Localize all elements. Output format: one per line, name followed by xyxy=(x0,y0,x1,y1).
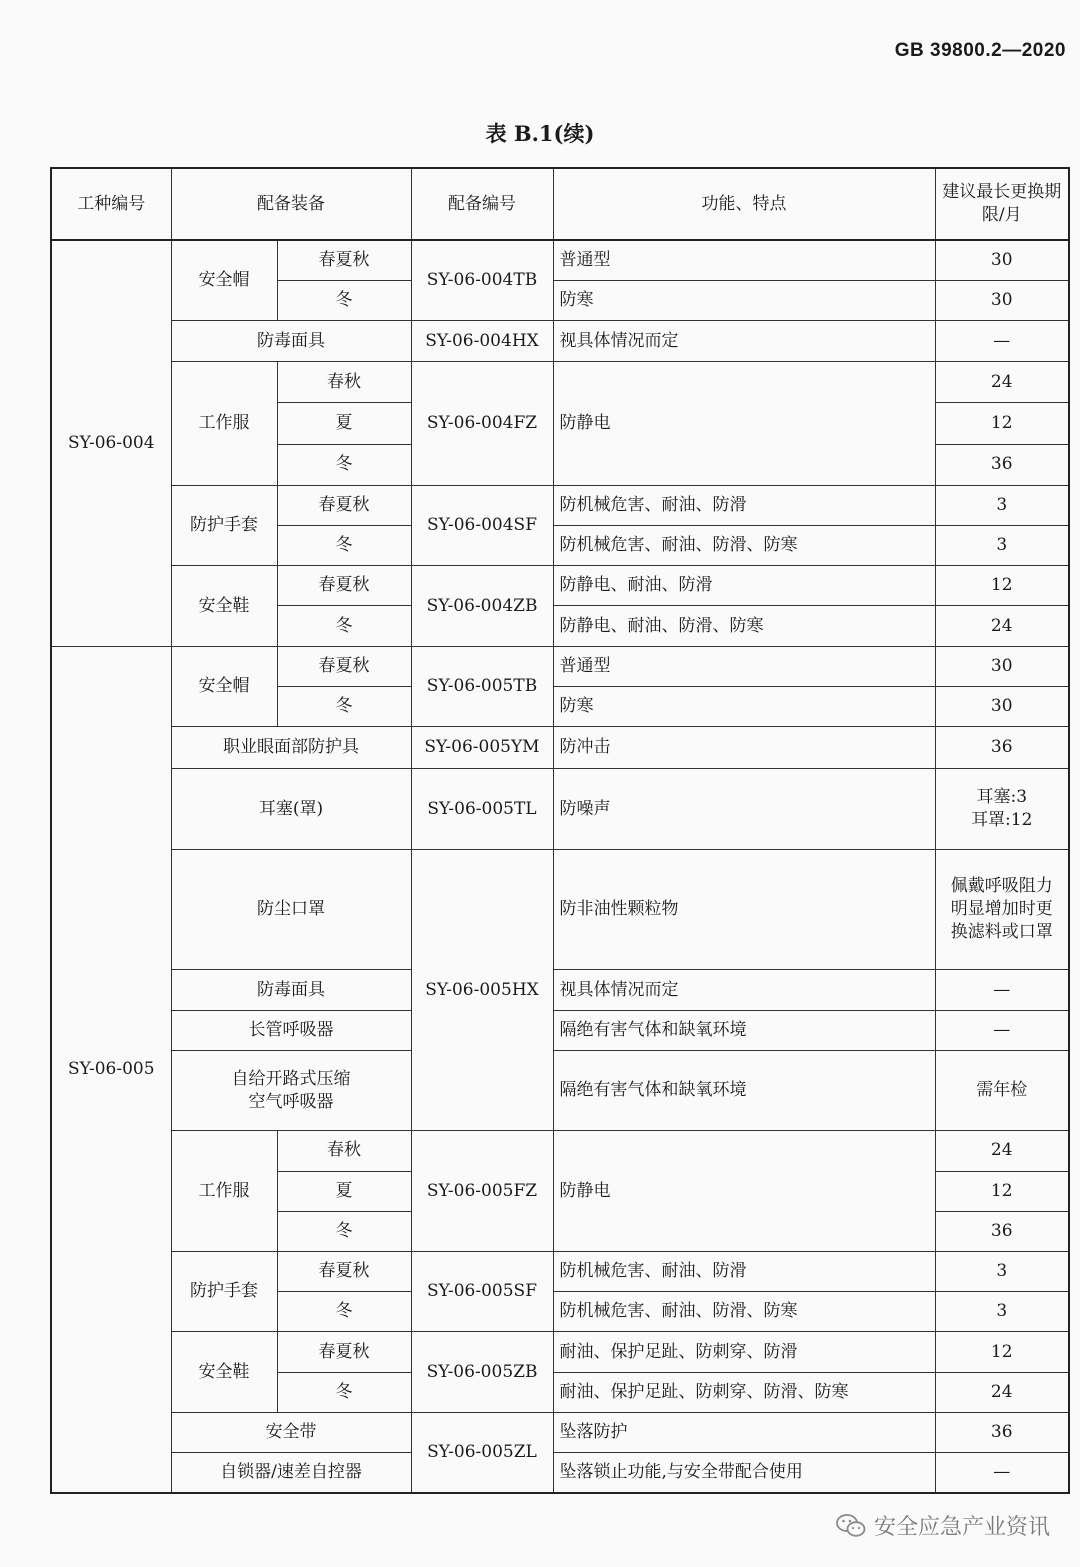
period-cell: 3 xyxy=(935,526,1069,566)
period-cell: 36 xyxy=(935,1211,1069,1251)
equipment-code-cell: SY-06-004TB xyxy=(411,240,553,320)
table-row xyxy=(51,1252,1069,1292)
col-header-period: 建议最长更换期限/月 xyxy=(935,168,1069,240)
feature-cell: 耐油、保护足趾、防刺穿、防滑 xyxy=(553,1332,935,1372)
period-cell: 3 xyxy=(935,1292,1069,1332)
table-row xyxy=(51,646,1069,686)
season-cell: 冬 xyxy=(277,686,411,726)
equipment-table xyxy=(50,167,1070,1494)
period-cell: — xyxy=(935,970,1069,1010)
equipment-code-cell: SY-06-004HX xyxy=(411,320,553,361)
job-code-cell: SY-06-005 xyxy=(51,646,171,1493)
feature-cell: 防寒 xyxy=(553,280,935,320)
period-cell: 3 xyxy=(935,485,1069,525)
season-cell: 冬 xyxy=(277,280,411,320)
equipment-code-cell: SY-06-005SF xyxy=(411,1252,553,1332)
equipment-cell: 职业眼面部防护具 xyxy=(171,727,411,769)
feature-cell: 隔绝有害气体和缺氧环境 xyxy=(553,1050,935,1130)
season-cell: 冬 xyxy=(277,1292,411,1332)
period-cell: 36 xyxy=(935,727,1069,769)
equipment-cell: 防护手套 xyxy=(171,485,277,565)
equipment-code-cell: SY-06-005ZB xyxy=(411,1332,553,1412)
season-cell: 夏 xyxy=(277,403,411,444)
table-row xyxy=(51,849,1069,970)
table-row xyxy=(51,1453,1069,1493)
col-header-feature: 功能、特点 xyxy=(553,168,935,240)
period-line: 换滤料或口罩 xyxy=(950,922,1053,943)
feature-cell: 防静电 xyxy=(553,1131,935,1252)
feature-cell: 视具体情况而定 xyxy=(553,970,935,1010)
period-cell: 12 xyxy=(935,566,1069,606)
equipment-cell: 防护手套 xyxy=(171,1252,277,1332)
period-cell: 需年检 xyxy=(935,1050,1069,1130)
period-cell: — xyxy=(935,1010,1069,1050)
feature-cell: 防静电、耐油、防滑、防寒 xyxy=(553,606,935,646)
equipment-cell: 自锁器/速差自控器 xyxy=(171,1453,411,1493)
equipment-code-cell: SY-06-004ZB xyxy=(411,566,553,646)
feature-cell: 防噪声 xyxy=(553,769,935,849)
season-cell: 夏 xyxy=(277,1171,411,1211)
equipment-cell: 耳塞(罩) xyxy=(171,769,411,849)
period-cell xyxy=(935,769,1069,849)
feature-cell: 普通型 xyxy=(553,240,935,280)
feature-cell: 防静电 xyxy=(553,362,935,486)
table-row xyxy=(51,769,1069,849)
equipment-code-cell: SY-06-004FZ xyxy=(411,362,553,486)
period-cell: 30 xyxy=(935,646,1069,686)
period-cell: 24 xyxy=(935,1131,1069,1171)
season-cell: 冬 xyxy=(277,526,411,566)
period-line: 明显增加时更 xyxy=(950,899,1053,920)
equipment-cell: 防毒面具 xyxy=(171,970,411,1010)
equipment-line: 空气呼吸器 xyxy=(248,1091,334,1112)
equipment-code-cell: SY-06-005YM xyxy=(411,727,553,769)
watermark xyxy=(836,1510,1050,1541)
feature-cell: 坠落锁止功能,与安全带配合使用 xyxy=(553,1453,935,1493)
period-cell xyxy=(935,849,1069,970)
job-code-cell: SY-06-004 xyxy=(51,240,171,646)
season-cell: 冬 xyxy=(277,444,411,485)
table-row xyxy=(51,1412,1069,1452)
period-line: 耳塞:3 xyxy=(976,787,1028,808)
equipment-cell: 安全鞋 xyxy=(171,1332,277,1412)
period-cell: 36 xyxy=(935,444,1069,485)
wechat-icon xyxy=(836,1513,866,1539)
period-cell: 36 xyxy=(935,1412,1069,1452)
season-cell: 春秋 xyxy=(277,1131,411,1171)
period-cell: 24 xyxy=(935,1372,1069,1412)
equipment-cell xyxy=(171,1050,411,1130)
table-title: 表 B.1(续) xyxy=(485,121,595,146)
table-row xyxy=(51,485,1069,525)
equipment-cell: 工作服 xyxy=(171,1131,277,1252)
equipment-cell: 安全帽 xyxy=(171,240,277,320)
season-cell: 冬 xyxy=(277,1372,411,1412)
feature-cell: 防机械危害、耐油、防滑 xyxy=(553,1252,935,1292)
col-header-equipment: 配备装备 xyxy=(171,168,411,240)
equipment-code-cell: SY-06-005HX xyxy=(411,849,553,1131)
season-cell: 冬 xyxy=(277,1211,411,1251)
equipment-code-cell: SY-06-004SF xyxy=(411,485,553,565)
table-row xyxy=(51,727,1069,769)
feature-cell: 视具体情况而定 xyxy=(553,320,935,361)
table-row xyxy=(51,1332,1069,1372)
period-cell: — xyxy=(935,1453,1069,1493)
season-cell: 春夏秋 xyxy=(277,1252,411,1292)
equipment-cell: 安全带 xyxy=(171,1412,411,1452)
period-cell: 3 xyxy=(935,1252,1069,1292)
feature-cell: 耐油、保护足趾、防刺穿、防滑、防寒 xyxy=(553,1372,935,1412)
feature-cell: 坠落防护 xyxy=(553,1412,935,1452)
equipment-cell: 安全鞋 xyxy=(171,566,277,646)
period-cell: 12 xyxy=(935,403,1069,444)
equipment-cell: 工作服 xyxy=(171,362,277,486)
period-cell: — xyxy=(935,320,1069,361)
table-row xyxy=(51,240,1069,280)
table-row xyxy=(51,1010,1069,1050)
feature-cell: 防机械危害、耐油、防滑 xyxy=(553,485,935,525)
period-cell: 30 xyxy=(935,240,1069,280)
period-cell: 24 xyxy=(935,362,1069,403)
period-cell: 30 xyxy=(935,686,1069,726)
equipment-cell: 防尘口罩 xyxy=(171,849,411,970)
table-row xyxy=(51,362,1069,403)
period-line: 佩戴呼吸阻力 xyxy=(950,876,1053,897)
equipment-cell: 防毒面具 xyxy=(171,320,411,361)
feature-cell: 防寒 xyxy=(553,686,935,726)
table-row xyxy=(51,1050,1069,1130)
watermark-text: 安全应急产业资讯 xyxy=(873,1515,1050,1540)
period-cell: 24 xyxy=(935,606,1069,646)
season-cell: 春夏秋 xyxy=(277,1332,411,1372)
period-line: 耳罩:12 xyxy=(971,810,1033,831)
table-row xyxy=(51,566,1069,606)
equipment-cell: 安全帽 xyxy=(171,646,277,726)
col-header-equipment-code: 配备编号 xyxy=(411,168,553,240)
equipment-code-cell: SY-06-005ZL xyxy=(411,1412,553,1493)
feature-cell: 普通型 xyxy=(553,646,935,686)
feature-cell: 防机械危害、耐油、防滑、防寒 xyxy=(553,1292,935,1332)
equipment-code-cell: SY-06-005TB xyxy=(411,646,553,726)
col-header-job-code: 工种编号 xyxy=(51,168,171,240)
feature-cell: 防非油性颗粒物 xyxy=(553,849,935,970)
table-row xyxy=(51,320,1069,361)
feature-cell: 防静电、耐油、防滑 xyxy=(553,566,935,606)
standard-number: GB 39800.2—2020 xyxy=(894,40,1066,61)
table-row xyxy=(51,970,1069,1010)
period-cell: 12 xyxy=(935,1171,1069,1211)
feature-cell: 防冲击 xyxy=(553,727,935,769)
table-header-row xyxy=(51,168,1069,240)
feature-cell: 隔绝有害气体和缺氧环境 xyxy=(553,1010,935,1050)
season-cell: 春夏秋 xyxy=(277,240,411,280)
equipment-code-cell: SY-06-005TL xyxy=(411,769,553,849)
season-cell: 春夏秋 xyxy=(277,646,411,686)
season-cell: 春夏秋 xyxy=(277,485,411,525)
feature-cell: 防机械危害、耐油、防滑、防寒 xyxy=(553,526,935,566)
equipment-cell: 长管呼吸器 xyxy=(171,1010,411,1050)
equipment-line: 自给开路式压缩 xyxy=(231,1068,351,1089)
period-cell: 12 xyxy=(935,1332,1069,1372)
season-cell: 春夏秋 xyxy=(277,566,411,606)
season-cell: 春秋 xyxy=(277,362,411,403)
equipment-code-cell: SY-06-005FZ xyxy=(411,1131,553,1252)
season-cell: 冬 xyxy=(277,606,411,646)
table-row xyxy=(51,1131,1069,1171)
period-cell: 30 xyxy=(935,280,1069,320)
